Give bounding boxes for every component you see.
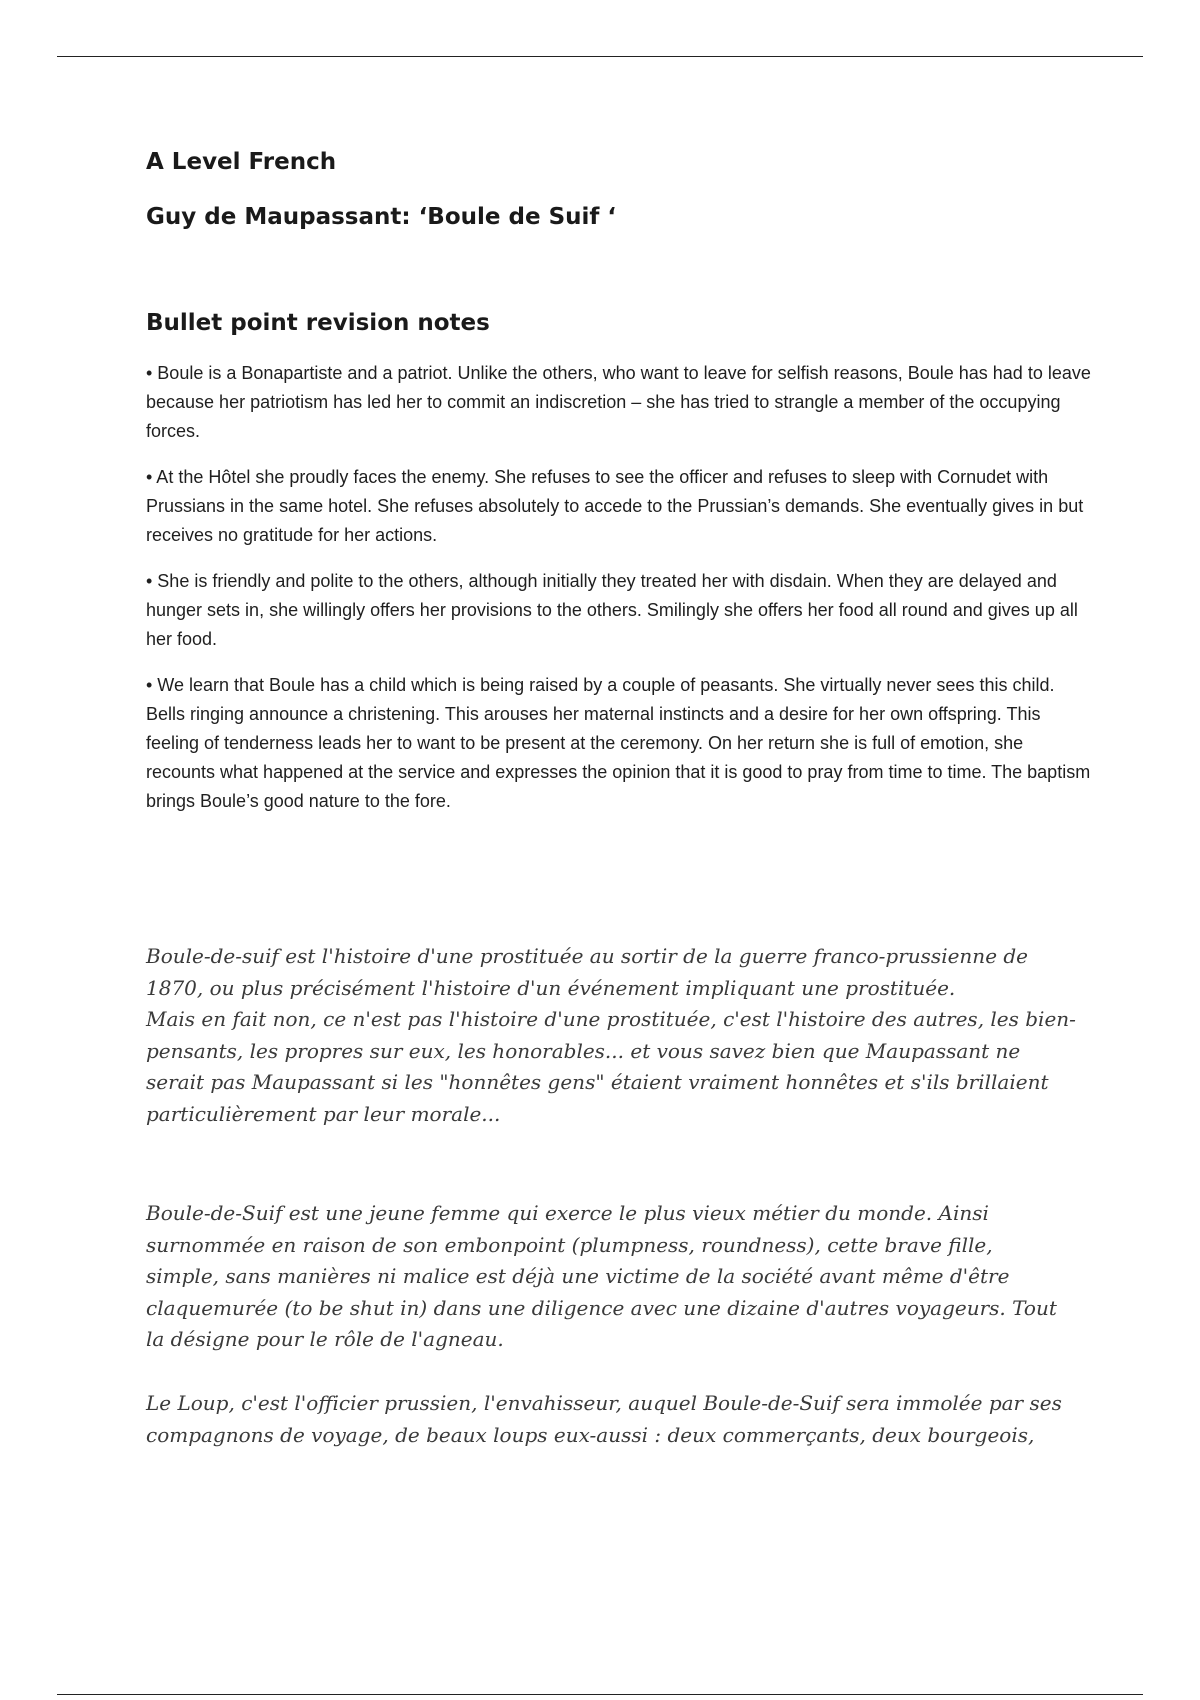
text-line: compagnons de voyage, de beaux loups eux-aussi : deux commerçants, deux bourgeois, — [146, 1422, 1035, 1447]
french-paragraph-2 — [146, 1198, 1096, 1356]
french-paragraph-3 — [146, 1388, 1096, 1451]
text-line: claquemurée (to be shut in) dans une diligence avec une dizaine d'autres voyageurs. Tout — [146, 1295, 1057, 1320]
section-heading: Bullet point revision notes — [146, 310, 490, 336]
text-line: Le Loup, c'est l'officier prussien, l'envahisseur, auquel Boule-de-Suif sera immolée par ses — [146, 1391, 1062, 1415]
text-line: simple, sans manières ni malice est déjà une victime de la société avant même d'être — [146, 1264, 1010, 1288]
bullet-item: • Boule is a Bonapartiste and a patriot. Unlike the others, who want to leave for selfish reasons, Boule has had to leave because her patriotism has led her to commit an indiscretion – she has tried to strangle a member of the occupying forces. — [146, 363, 1091, 441]
french-paragraph-1 — [146, 941, 1096, 1130]
text-line: 1870, ou plus précisément l'histoire d'un événement impliquant une prostituée. — [146, 975, 956, 1000]
bullet-list — [146, 359, 1096, 833]
text-line: particulièrement par leur morale... — [146, 1101, 501, 1126]
bullet-item: • We learn that Boule has a child which is being raised by a couple of peasants. She virtually never sees this child. Bells ringing announce a christening. This arouses her maternal instincts and a desire for her own offspring. This feeling of tenderness leads her to want to be present at the ceremony. On her return she is full of emotion, she recounts what happened at the service and expresses the opinion that it is good to pray from time to time. The baptism brings Boule’s good nature to the fore. — [146, 675, 1091, 811]
text-line: Boule-de-Suif est une jeune femme qui exerce le plus vieux métier du monde. Ainsi — [146, 1201, 989, 1225]
text-line: Boule-de-suif est l'histoire d'une prostituée au sortir de la guerre franco-prussienne de — [146, 944, 1029, 968]
text-line: pensants, les propres sur eux, les honorables... et vous savez bien que Maupassant ne — [146, 1038, 1021, 1063]
bullet-item: • At the Hôtel she proudly faces the enemy. She refuses to see the officer and refuses to sleep with Cornudet with Prussians in the same hotel. She refuses absolutely to accede to the Prussian’s demands. She eventually gives in but receives no gratitude for her actions. — [146, 467, 1084, 545]
bullet-item: • She is friendly and polite to the others, although initially they treated her with disdain. When they are delayed and hunger sets in, she willingly offers her provisions to the others. Smilingly she offers her food all round and gives up all her food. — [146, 571, 1078, 649]
top-page-rule — [57, 56, 1143, 57]
work-title: Guy de Maupassant: ‘Boule de Suif ‘ — [146, 204, 617, 230]
text-line: surnommée en raison de son embonpoint (plumpness, roundness), cette brave fille, — [146, 1232, 993, 1257]
text-line: serait pas Maupassant si les "honnêtes gens" étaient vraiment honnêtes et s'ils brillaient — [146, 1070, 1049, 1094]
bottom-page-rule — [57, 1694, 1143, 1695]
text-line: Mais en fait non, ce n'est pas l'histoire d'une prostituée, c'est l'histoire des autres, les bien- — [146, 1007, 1076, 1031]
course-title: A Level French — [146, 149, 337, 175]
text-line: la désigne pour le rôle de l'agneau. — [146, 1327, 504, 1351]
